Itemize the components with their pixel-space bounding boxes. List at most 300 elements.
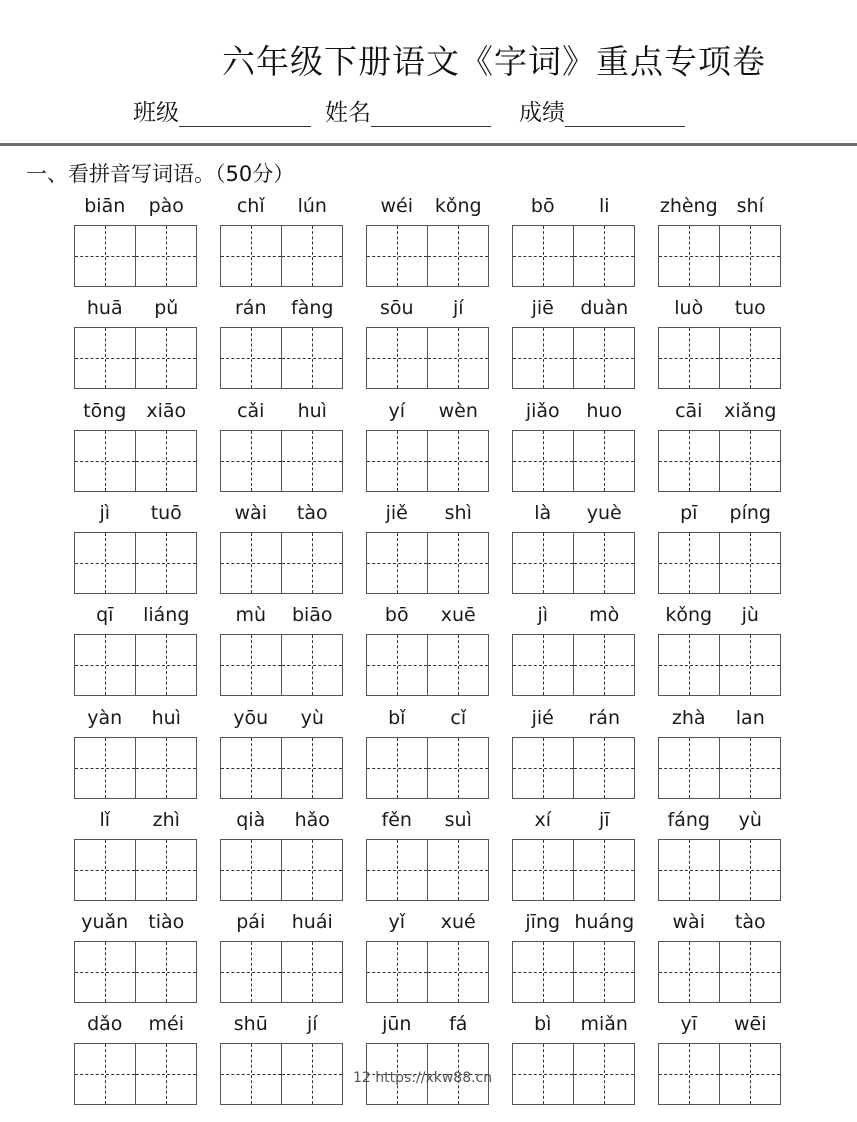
tianzige-box xyxy=(74,532,197,594)
character-cell[interactable] xyxy=(659,328,719,388)
character-cell[interactable] xyxy=(573,226,634,286)
pinyin-label xyxy=(366,809,489,835)
character-cell[interactable] xyxy=(719,431,780,491)
character-cell[interactable] xyxy=(719,533,780,593)
character-cell[interactable] xyxy=(513,1044,573,1104)
dashed-guide-horizontal xyxy=(720,358,780,359)
character-cell[interactable] xyxy=(281,226,342,286)
character-cell[interactable] xyxy=(427,942,488,1002)
pinyin-label xyxy=(220,502,343,528)
character-cell[interactable] xyxy=(281,328,342,388)
dashed-guide-horizontal xyxy=(282,870,342,871)
pinyin-syllable: lǐ xyxy=(99,809,111,831)
dashed-guide-horizontal xyxy=(513,461,573,462)
pinyin-syllable: jūn xyxy=(382,1013,412,1035)
character-cell[interactable] xyxy=(367,328,427,388)
character-cell[interactable] xyxy=(659,533,719,593)
dashed-guide-horizontal xyxy=(720,665,780,666)
tianzige-box xyxy=(658,839,781,901)
pinyin-syllable: qià xyxy=(236,809,266,831)
character-cell[interactable] xyxy=(659,738,719,798)
character-cell[interactable] xyxy=(427,328,488,388)
character-cell[interactable] xyxy=(221,533,281,593)
character-cell[interactable] xyxy=(367,533,427,593)
pinyin-label xyxy=(512,604,635,630)
pinyin-syllable: fěn xyxy=(381,809,412,831)
dashed-guide-horizontal xyxy=(574,665,634,666)
character-cell[interactable] xyxy=(135,533,196,593)
character-cell[interactable] xyxy=(135,840,196,900)
dashed-guide-horizontal xyxy=(574,972,634,973)
pinyin-label xyxy=(220,297,343,323)
dashed-guide-horizontal xyxy=(428,256,488,257)
pinyin-label xyxy=(512,195,635,221)
character-cell[interactable] xyxy=(573,328,634,388)
pinyin-label xyxy=(512,1013,635,1039)
dashed-guide-horizontal xyxy=(659,563,719,564)
dashed-guide-horizontal xyxy=(367,461,427,462)
tianzige-box xyxy=(658,225,781,287)
dashed-guide-horizontal xyxy=(428,563,488,564)
character-cell[interactable] xyxy=(427,635,488,695)
character-cell[interactable] xyxy=(427,226,488,286)
character-cell[interactable] xyxy=(719,635,780,695)
character-cell[interactable] xyxy=(135,328,196,388)
tianzige-box xyxy=(658,634,781,696)
dashed-guide-horizontal xyxy=(221,256,281,257)
pinyin-label xyxy=(74,195,197,221)
pinyin-label xyxy=(512,911,635,937)
dashed-guide-horizontal xyxy=(574,256,634,257)
pinyin-label xyxy=(74,809,197,835)
class-label: 班级 xyxy=(133,100,179,126)
character-cell[interactable] xyxy=(281,431,342,491)
pinyin-label xyxy=(220,809,343,835)
pinyin-syllable: mù xyxy=(235,604,267,626)
character-cell[interactable] xyxy=(719,226,780,286)
pinyin-syllable: yí xyxy=(388,400,406,422)
pinyin-syllable: xí xyxy=(534,809,552,831)
dashed-guide-horizontal xyxy=(282,972,342,973)
tianzige-box xyxy=(74,225,197,287)
pinyin-syllable: suì xyxy=(444,809,472,831)
dashed-guide-horizontal xyxy=(574,768,634,769)
pinyin-label xyxy=(512,809,635,835)
pinyin-label xyxy=(658,604,781,630)
character-cell[interactable] xyxy=(573,840,634,900)
pinyin-syllable: bō xyxy=(530,195,555,217)
pinyin-syllable: là xyxy=(534,502,552,524)
character-cell[interactable] xyxy=(573,738,634,798)
character-cell[interactable] xyxy=(513,533,573,593)
character-cell[interactable] xyxy=(281,738,342,798)
tianzige-box xyxy=(220,737,343,799)
pinyin-syllable: tuo xyxy=(734,297,766,319)
pinyin-syllable: yù xyxy=(300,707,324,729)
tianzige-box xyxy=(658,532,781,594)
character-cell[interactable] xyxy=(367,635,427,695)
dashed-guide-horizontal xyxy=(428,461,488,462)
character-cell[interactable] xyxy=(75,226,135,286)
pinyin-label xyxy=(366,604,489,630)
character-cell[interactable] xyxy=(221,942,281,1002)
dashed-guide-horizontal xyxy=(720,256,780,257)
character-cell[interactable] xyxy=(719,840,780,900)
pinyin-label xyxy=(74,911,197,937)
character-cell[interactable] xyxy=(135,1044,196,1104)
pinyin-syllable: lún xyxy=(297,195,327,217)
tianzige-box xyxy=(366,327,489,389)
character-cell[interactable] xyxy=(513,635,573,695)
pinyin-label xyxy=(220,911,343,937)
score-blank[interactable] xyxy=(565,100,685,127)
character-cell[interactable] xyxy=(221,738,281,798)
pinyin-label xyxy=(366,400,489,426)
dashed-guide-horizontal xyxy=(720,1074,780,1075)
character-cell[interactable] xyxy=(135,226,196,286)
tianzige-box xyxy=(220,1043,343,1105)
pinyin-syllable: jí xyxy=(452,297,464,319)
pinyin-label xyxy=(658,400,781,426)
dashed-guide-horizontal xyxy=(136,563,196,564)
tianzige-box xyxy=(74,941,197,1003)
character-cell[interactable] xyxy=(367,942,427,1002)
pinyin-syllable: wài xyxy=(234,502,267,524)
dashed-guide-horizontal xyxy=(513,768,573,769)
pinyin-syllable: méi xyxy=(148,1013,184,1035)
character-cell[interactable] xyxy=(221,328,281,388)
character-cell[interactable] xyxy=(281,1044,342,1104)
dashed-guide-horizontal xyxy=(75,665,135,666)
dashed-guide-horizontal xyxy=(659,1074,719,1075)
pinyin-label xyxy=(366,195,489,221)
dashed-guide-horizontal xyxy=(136,358,196,359)
tianzige-box xyxy=(74,327,197,389)
dashed-guide-horizontal xyxy=(221,563,281,564)
pinyin-syllable: zhà xyxy=(671,707,706,729)
pinyin-syllable: zhì xyxy=(152,809,180,831)
dashed-guide-horizontal xyxy=(367,870,427,871)
pinyin-syllable: fá xyxy=(449,1013,468,1035)
tianzige-box xyxy=(74,430,197,492)
pinyin-syllable: cǐ xyxy=(450,707,467,729)
character-cell[interactable] xyxy=(513,328,573,388)
dashed-guide-horizontal xyxy=(282,768,342,769)
pinyin-label xyxy=(658,1013,781,1039)
pinyin-syllable: jiē xyxy=(531,297,554,319)
tianzige-box xyxy=(366,430,489,492)
pinyin-syllable: píng xyxy=(729,502,771,524)
pinyin-syllable: xué xyxy=(440,911,476,933)
tianzige-box xyxy=(512,737,635,799)
pinyin-syllable: lan xyxy=(735,707,765,729)
pinyin-syllable: jì xyxy=(99,502,111,524)
character-cell[interactable] xyxy=(135,431,196,491)
character-cell[interactable] xyxy=(513,942,573,1002)
pinyin-syllable: xiāo xyxy=(146,400,187,422)
character-cell[interactable] xyxy=(75,328,135,388)
pinyin-syllable: biāo xyxy=(291,604,333,626)
tianzige-box xyxy=(220,941,343,1003)
pinyin-label xyxy=(512,400,635,426)
pinyin-syllable: tiào xyxy=(148,911,185,933)
pinyin-syllable: kǒng xyxy=(434,195,482,217)
dashed-guide-horizontal xyxy=(574,461,634,462)
pinyin-syllable: pī xyxy=(680,502,698,524)
character-cell[interactable] xyxy=(135,942,196,1002)
pinyin-syllable: zhèng xyxy=(659,195,718,217)
tianzige-box xyxy=(220,634,343,696)
dashed-guide-horizontal xyxy=(428,358,488,359)
pinyin-syllable: xuē xyxy=(440,604,476,626)
pinyin-syllable: luò xyxy=(674,297,704,319)
pinyin-syllable: wéi xyxy=(380,195,413,217)
dashed-guide-horizontal xyxy=(282,256,342,257)
pinyin-syllable: li xyxy=(598,195,610,217)
pinyin-label xyxy=(366,297,489,323)
character-cell[interactable] xyxy=(427,738,488,798)
character-cell[interactable] xyxy=(573,533,634,593)
dashed-guide-horizontal xyxy=(282,461,342,462)
score-label: 成绩 xyxy=(519,100,565,126)
pinyin-syllable: jiǎo xyxy=(525,400,560,422)
tianzige-box xyxy=(512,225,635,287)
pinyin-syllable: mò xyxy=(589,604,620,626)
pinyin-syllable: yuǎn xyxy=(81,911,129,933)
pinyin-syllable: rán xyxy=(235,297,267,319)
pinyin-label xyxy=(658,297,781,323)
pinyin-syllable: huì xyxy=(297,400,327,422)
pinyin-syllable: bō xyxy=(384,604,409,626)
character-cell[interactable] xyxy=(135,738,196,798)
dashed-guide-horizontal xyxy=(367,972,427,973)
tianzige-box xyxy=(220,430,343,492)
pinyin-syllable: duàn xyxy=(580,297,629,319)
tianzige-box xyxy=(658,327,781,389)
character-cell[interactable] xyxy=(75,840,135,900)
dashed-guide-horizontal xyxy=(659,665,719,666)
tianzige-box xyxy=(74,737,197,799)
character-cell[interactable] xyxy=(573,431,634,491)
tianzige-box xyxy=(658,737,781,799)
tianzige-box xyxy=(658,1043,781,1105)
character-cell[interactable] xyxy=(719,328,780,388)
dashed-guide-horizontal xyxy=(428,972,488,973)
dashed-guide-horizontal xyxy=(659,256,719,257)
dashed-guide-horizontal xyxy=(136,972,196,973)
dashed-guide-horizontal xyxy=(75,1074,135,1075)
dashed-guide-horizontal xyxy=(75,870,135,871)
character-cell[interactable] xyxy=(659,1044,719,1104)
pinyin-syllable: huo xyxy=(586,400,623,422)
dashed-guide-horizontal xyxy=(136,1074,196,1075)
pinyin-label xyxy=(74,297,197,323)
character-cell[interactable] xyxy=(573,942,634,1002)
character-cell[interactable] xyxy=(573,1044,634,1104)
character-cell[interactable] xyxy=(221,840,281,900)
dashed-guide-horizontal xyxy=(428,665,488,666)
header-divider xyxy=(0,143,857,146)
pinyin-label xyxy=(512,297,635,323)
pinyin-syllable: yī xyxy=(680,1013,698,1035)
pinyin-syllable: wài xyxy=(672,911,705,933)
character-cell[interactable] xyxy=(573,635,634,695)
dashed-guide-horizontal xyxy=(659,461,719,462)
dashed-guide-horizontal xyxy=(282,563,342,564)
character-cell[interactable] xyxy=(659,942,719,1002)
character-cell[interactable] xyxy=(75,1044,135,1104)
character-cell[interactable] xyxy=(659,226,719,286)
character-cell[interactable] xyxy=(75,431,135,491)
character-cell[interactable] xyxy=(281,840,342,900)
dashed-guide-horizontal xyxy=(428,768,488,769)
tianzige-box xyxy=(74,839,197,901)
character-cell[interactable] xyxy=(513,840,573,900)
tianzige-box xyxy=(366,225,489,287)
pinyin-syllable: jí xyxy=(306,1013,318,1035)
character-cell[interactable] xyxy=(719,942,780,1002)
dashed-guide-horizontal xyxy=(513,665,573,666)
character-cell[interactable] xyxy=(367,431,427,491)
tianzige-box xyxy=(220,225,343,287)
dashed-guide-horizontal xyxy=(513,256,573,257)
pinyin-syllable: yàn xyxy=(87,707,123,729)
tianzige-box xyxy=(512,839,635,901)
character-cell[interactable] xyxy=(719,738,780,798)
dashed-guide-horizontal xyxy=(221,358,281,359)
pinyin-syllable: cāi xyxy=(675,400,703,422)
tianzige-box xyxy=(512,327,635,389)
pinyin-syllable: wèn xyxy=(438,400,478,422)
character-cell[interactable] xyxy=(221,226,281,286)
character-cell[interactable] xyxy=(221,635,281,695)
pinyin-syllable: dǎo xyxy=(87,1013,123,1035)
pinyin-syllable: tōng xyxy=(83,400,127,422)
tianzige-box xyxy=(366,737,489,799)
pinyin-label xyxy=(220,1013,343,1039)
character-cell[interactable] xyxy=(513,226,573,286)
footer-watermark: 12 https://xkw88.cn xyxy=(353,1070,493,1086)
character-cell[interactable] xyxy=(75,738,135,798)
tianzige-box xyxy=(74,634,197,696)
dashed-guide-horizontal xyxy=(720,972,780,973)
pinyin-label xyxy=(658,707,781,733)
page-title: 六年级下册语文《字词》重点专项卷 xyxy=(222,42,766,81)
dashed-guide-horizontal xyxy=(574,870,634,871)
dashed-guide-horizontal xyxy=(367,256,427,257)
pinyin-syllable: jì xyxy=(537,604,549,626)
character-cell[interactable] xyxy=(367,738,427,798)
character-cell[interactable] xyxy=(281,942,342,1002)
pinyin-syllable: pào xyxy=(148,195,184,217)
dashed-guide-horizontal xyxy=(136,870,196,871)
dashed-guide-horizontal xyxy=(513,1074,573,1075)
pinyin-syllable: tào xyxy=(296,502,328,524)
character-cell[interactable] xyxy=(281,635,342,695)
pinyin-syllable: fáng xyxy=(667,809,710,831)
pinyin-label xyxy=(220,604,343,630)
pinyin-syllable: huì xyxy=(151,707,181,729)
pinyin-label xyxy=(512,707,635,733)
pinyin-syllable: xiǎng xyxy=(724,400,777,422)
pinyin-syllable: qī xyxy=(96,604,114,626)
pinyin-syllable: bǐ xyxy=(388,707,406,729)
character-cell[interactable] xyxy=(659,431,719,491)
dashed-guide-horizontal xyxy=(75,768,135,769)
tianzige-box xyxy=(512,430,635,492)
character-cell[interactable] xyxy=(367,840,427,900)
tianzige-box xyxy=(512,941,635,1003)
dashed-guide-horizontal xyxy=(367,563,427,564)
class-blank[interactable] xyxy=(179,100,311,127)
character-cell[interactable] xyxy=(75,533,135,593)
character-cell[interactable] xyxy=(75,942,135,1002)
character-cell[interactable] xyxy=(427,533,488,593)
tianzige-box xyxy=(220,839,343,901)
dashed-guide-horizontal xyxy=(513,972,573,973)
pinyin-syllable: yōu xyxy=(233,707,269,729)
character-cell[interactable] xyxy=(281,533,342,593)
dashed-guide-horizontal xyxy=(513,870,573,871)
tianzige-box xyxy=(366,941,489,1003)
pinyin-syllable: miǎn xyxy=(580,1013,628,1035)
character-cell[interactable] xyxy=(427,431,488,491)
tianzige-box xyxy=(512,634,635,696)
character-cell[interactable] xyxy=(659,840,719,900)
tianzige-box xyxy=(74,1043,197,1105)
character-cell[interactable] xyxy=(75,635,135,695)
character-cell[interactable] xyxy=(367,226,427,286)
pinyin-syllable: liáng xyxy=(143,604,190,626)
dashed-guide-horizontal xyxy=(574,563,634,564)
pinyin-label xyxy=(220,707,343,733)
character-cell[interactable] xyxy=(513,431,573,491)
character-cell[interactable] xyxy=(427,840,488,900)
pinyin-syllable: kǒng xyxy=(665,604,713,626)
pinyin-label xyxy=(658,502,781,528)
character-cell[interactable] xyxy=(719,1044,780,1104)
dashed-guide-horizontal xyxy=(282,1074,342,1075)
pinyin-label xyxy=(74,604,197,630)
tianzige-box xyxy=(220,327,343,389)
pinyin-label xyxy=(74,707,197,733)
dashed-guide-horizontal xyxy=(720,870,780,871)
character-cell[interactable] xyxy=(659,635,719,695)
name-blank[interactable] xyxy=(371,100,491,127)
pinyin-syllable: pǔ xyxy=(154,297,179,319)
pinyin-syllable: jī xyxy=(598,809,610,831)
pinyin-label xyxy=(74,1013,197,1039)
pinyin-label xyxy=(220,195,343,221)
dashed-guide-horizontal xyxy=(513,563,573,564)
dashed-guide-horizontal xyxy=(221,768,281,769)
dashed-guide-horizontal xyxy=(75,358,135,359)
character-cell[interactable] xyxy=(221,1044,281,1104)
tianzige-box xyxy=(658,941,781,1003)
pinyin-syllable: jīng xyxy=(525,911,561,933)
name-label: 姓名 xyxy=(325,100,371,126)
pinyin-label xyxy=(74,400,197,426)
dashed-guide-horizontal xyxy=(221,461,281,462)
section-title: 一、看拼音写词语。（50分） xyxy=(26,162,295,186)
character-cell[interactable] xyxy=(135,635,196,695)
tianzige-box xyxy=(366,532,489,594)
character-cell[interactable] xyxy=(221,431,281,491)
pinyin-syllable: sōu xyxy=(379,297,414,319)
character-cell[interactable] xyxy=(513,738,573,798)
pinyin-syllable: biān xyxy=(84,195,126,217)
dashed-guide-horizontal xyxy=(75,461,135,462)
